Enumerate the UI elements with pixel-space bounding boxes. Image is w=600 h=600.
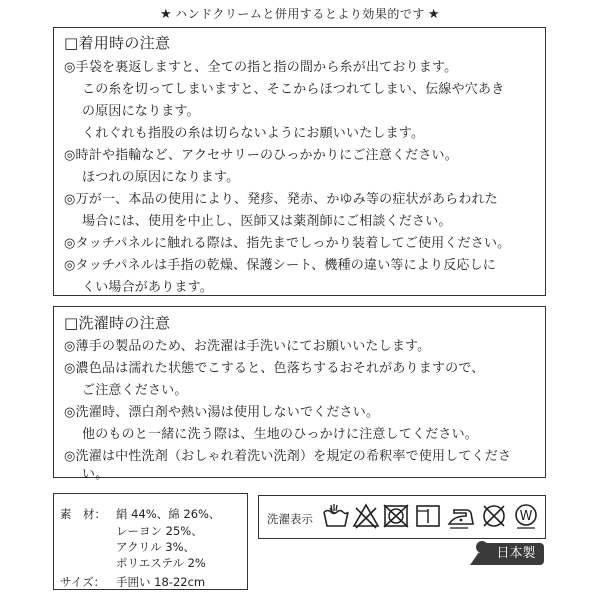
- washing-caution-box: [53, 306, 546, 482]
- wearing-line: ◎手袋を裏返しますと、全ての指と指の間から糸が出ております。: [64, 60, 458, 75]
- no-dry-clean-icon: [480, 502, 508, 530]
- size-label: サイズ：: [60, 575, 106, 589]
- washing-line: ◎薄手の製品のため、お洗濯は手洗いにてお願いいたします。: [64, 339, 431, 354]
- washing-line: ご注意ください。: [82, 383, 188, 398]
- washing-line: 他のものと一緒に洗う際は、生地のひっかけに注意してください。: [82, 427, 479, 442]
- wet-clean-mild-icon: [512, 502, 540, 530]
- washing-line: ◎洗濯時、漂白剤や熱い湯は使用しないでください。: [64, 405, 380, 420]
- material-value: レーヨン 25%、: [116, 524, 203, 538]
- wearing-line: くい場合があります。: [82, 280, 213, 295]
- star-icon: ★: [427, 7, 441, 22]
- wearing-line: ほつれの原因になります。: [82, 170, 240, 185]
- spec-box: [53, 493, 248, 590]
- wearing-line: の原因になります。: [82, 104, 200, 119]
- material-value: 絹 44%、綿 26%、: [116, 507, 221, 521]
- hand-wash-30-icon: [322, 502, 350, 530]
- wearing-line: ◎タッチパネルは手指の乾燥、保護シート、機種の違い等により反応しに: [64, 258, 496, 273]
- washing-line: ◎洗濯は中性洗剤（おしゃれ着洗い洗剤）を規定の希釈率で使用してくださ: [64, 449, 512, 464]
- no-tumble-dry-icon: [382, 502, 410, 530]
- care-label-text: 洗濯表示: [267, 512, 313, 526]
- material-value: ポリエステル 2%: [116, 556, 206, 570]
- line-dry-icon: [414, 502, 442, 530]
- wearing-line: ◎タッチパネルに触れる際は、指先までしっかり装着してご使用ください。: [64, 236, 511, 251]
- size-value: 手囲い 18-22cm: [116, 575, 206, 589]
- made-in-japan-badge: 日本製: [480, 543, 544, 565]
- wearing-caution-title: □着用時の注意: [64, 34, 171, 52]
- header-banner: [0, 5, 600, 22]
- star-icon: ★: [159, 7, 173, 22]
- washing-line: ◎濃色品は濡れた状態でこすると、色落ちするおそれがありますので、: [64, 361, 485, 376]
- svg-text:W: W: [519, 509, 533, 524]
- wearing-line: この糸を切ってしまいますと、そこからほつれてしまい、伝線や穴あき: [82, 82, 505, 97]
- wearing-line: くれぐれも指股の糸は切らないようにお願いいたします。: [82, 126, 425, 141]
- wearing-line: 場合には、使用を中止し、医師又は薬剤師にご相談ください。: [82, 214, 452, 229]
- header-text: ハンドクリームと併用するとより効果的です: [175, 7, 425, 21]
- wearing-line: ◎万が一、本品の使用により、発疹、発赤、かゆみ等の症状があらわれた: [64, 192, 498, 207]
- no-bleach-icon: [352, 502, 380, 530]
- washing-caution-title: □洗濯時の注意: [64, 314, 171, 332]
- low-iron-icon: [446, 502, 476, 530]
- washing-line: い。: [82, 467, 109, 482]
- care-label-box: [258, 495, 546, 539]
- wearing-caution-box: [53, 27, 546, 296]
- material-label: 素 材：: [60, 507, 106, 521]
- material-value: アクリル 3%、: [116, 540, 196, 554]
- wearing-line: ◎時計や指輪など、アクセサリーのひっかかりにご注意ください。: [64, 148, 458, 163]
